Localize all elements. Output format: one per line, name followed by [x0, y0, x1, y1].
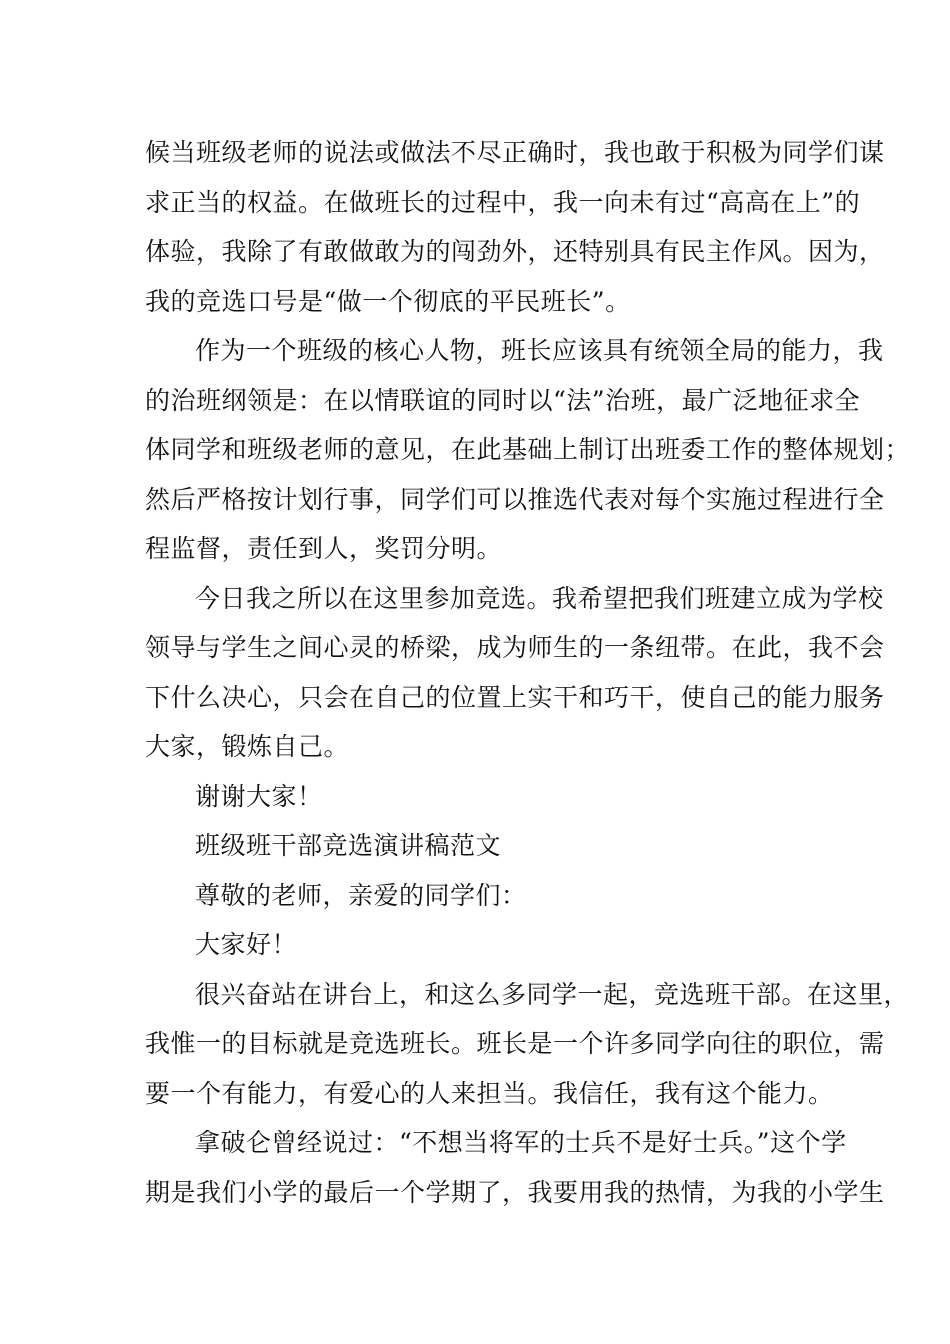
text-line: 体同学和班级老师的意见，在此基础上制订出班委工作的整体规划； [145, 435, 911, 464]
document-body [145, 128, 911, 1217]
paragraph [145, 326, 911, 574]
paragraph-closing [145, 772, 810, 822]
text-line: 下什么决心，只会在自己的位置上实干和巧干，使自己的能力服务 [145, 682, 885, 712]
greeting [145, 920, 810, 970]
paragraph [145, 574, 885, 772]
paragraph [145, 1118, 885, 1217]
text-line: 拿破仑曾经说过：“不想当将军的士兵不是好士兵。”这个学 [195, 1128, 847, 1157]
text-line: 然后严格按计划行事，同学们可以推选代表对每个实施过程进行全 [145, 484, 885, 514]
text-line: 我的竞选口号是“做一个彻底的平民班长”。 [145, 286, 631, 316]
text-line: 求正当的权益。在做班长的过程中，我一向未有过“高高在上”的 [145, 187, 861, 217]
text-line: 的治班纲领是：在以情联谊的同时以“法”治班，最广泛地征求全 [145, 385, 861, 415]
text-line: 要一个有能力，有爱心的人来担当。我信任，我有这个能力。 [145, 1078, 834, 1108]
section-title [145, 821, 810, 871]
text-line: 班级班干部竞选演讲稿范文 [195, 831, 502, 860]
salutation [145, 871, 810, 921]
text-line: 程监督，责任到人，奖罚分明。 [145, 534, 503, 563]
text-line: 候当班级老师的说法或做法不尽正确时，我也敢于积极为同学们谋 [145, 138, 885, 167]
text-line: 谢谢大家！ [195, 781, 323, 811]
text-line: 我惟一的目标就是竞选班长。班长是一个许多同学向往的职位，需 [145, 1029, 885, 1058]
text-line: 体验，我除了有敢做敢为的闯劲外，还特别具有民主作风。因为， [145, 237, 885, 266]
paragraph [145, 128, 885, 326]
text-line: 领导与学生之间心灵的桥梁，成为师生的一条纽带。在此，我不会 [145, 633, 885, 662]
text-line: 今日我之所以在这里参加竞选。我希望把我们班建立成为学校 [195, 583, 884, 613]
text-line: 尊敬的老师，亲爱的同学们： [195, 880, 527, 910]
text-line: 作为一个班级的核心人物，班长应该具有统领全局的能力，我 [195, 336, 884, 365]
paragraph [145, 970, 910, 1119]
text-line: 期是我们小学的最后一个学期了，我要用我的热情，为我的小学生 [145, 1177, 885, 1207]
text-line: 很兴奋站在讲台上，和这么多同学一起，竞选班干部。在这里， [195, 979, 910, 1009]
text-line: 大家，锻炼自己。 [145, 732, 350, 761]
text-line: 大家好！ [195, 930, 298, 959]
